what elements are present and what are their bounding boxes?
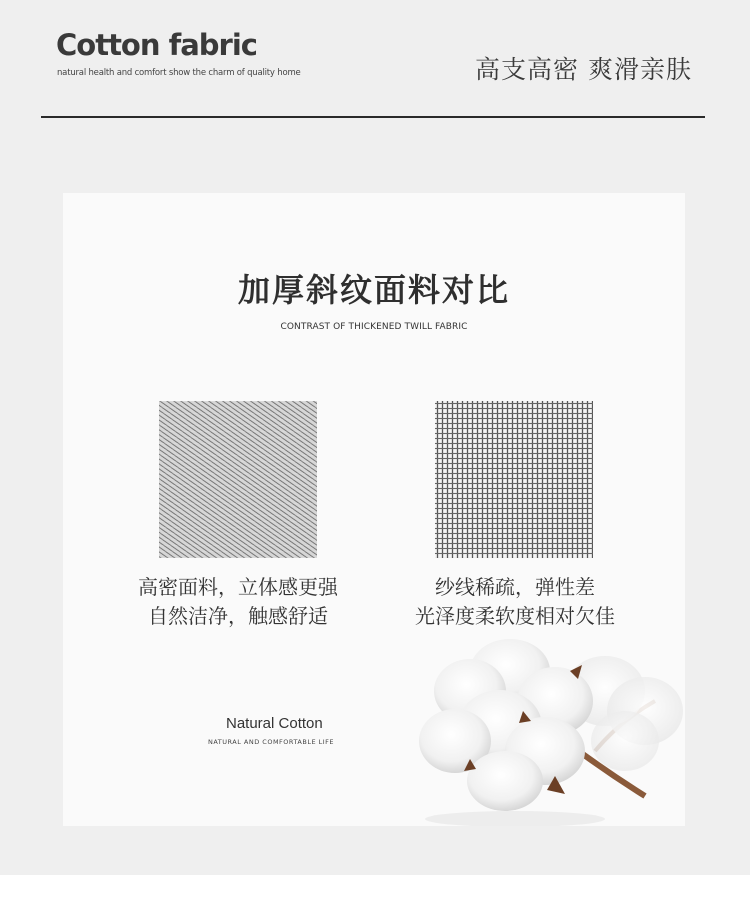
- right-caption-line2: 光泽度柔软度相对欠佳: [415, 604, 615, 628]
- right-caption-line1: 纱线稀疏，弹性差: [435, 575, 595, 599]
- left-caption-line1: 高密面料，立体感更强: [138, 575, 338, 599]
- dense-twill-swatch-icon: [159, 401, 317, 558]
- header-divider: [41, 116, 705, 118]
- comparison-card: [63, 193, 685, 826]
- left-caption-line2: 自然洁净，触感舒适: [148, 604, 328, 628]
- left-caption: [108, 573, 368, 631]
- natural-cotton-subtitle: NATURAL AND COMFORTABLE LIFE: [208, 738, 335, 746]
- header-subtitle: natural health and comfort show the charm of quality home: [57, 68, 301, 78]
- card-title: 加厚斜纹面料对比: [237, 271, 510, 309]
- sparse-weave-swatch-icon: [435, 401, 593, 558]
- cotton-boll-image: [395, 631, 685, 826]
- bottom-strip: [0, 875, 750, 915]
- card-subtitle: CONTRAST OF THICKENED TWILL FABRIC: [280, 322, 468, 332]
- header-title: Cotton fabric: [56, 28, 257, 62]
- natural-cotton-title: Natural Cotton: [226, 715, 323, 732]
- right-caption: [385, 573, 645, 631]
- header-tagline: 高支高密 爽滑亲肤: [475, 55, 692, 84]
